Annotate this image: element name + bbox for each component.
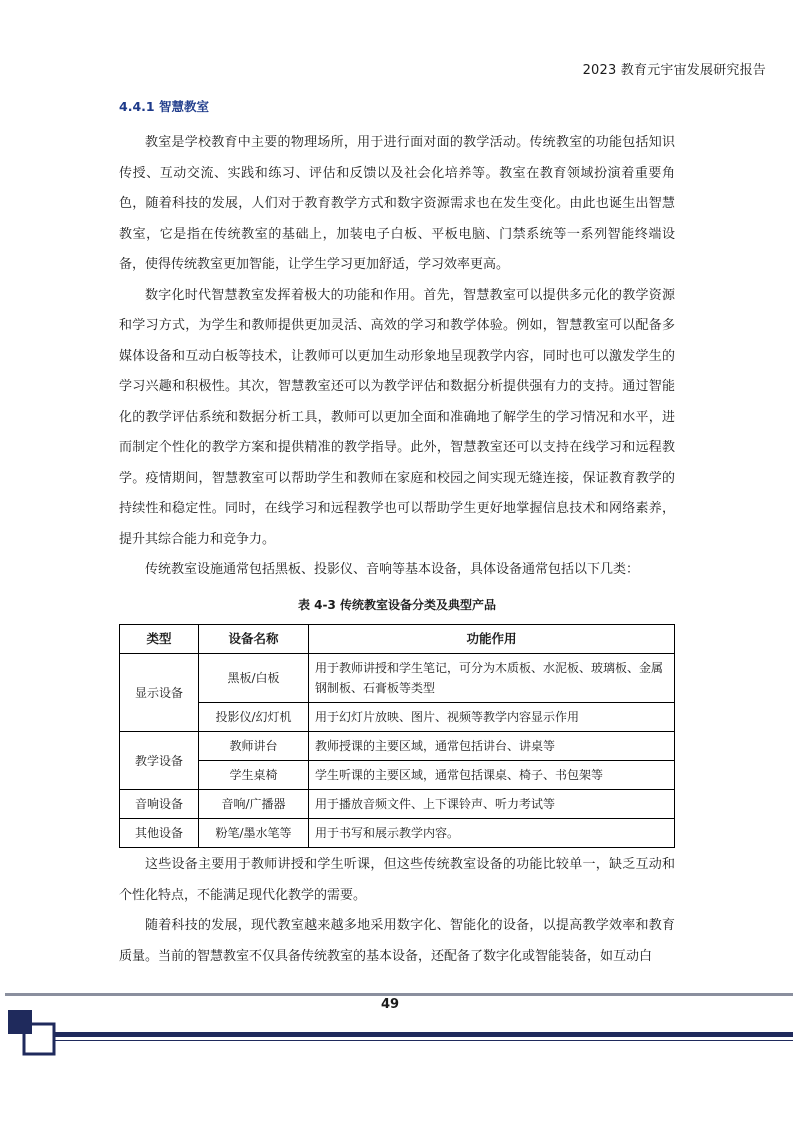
cell-device-name: 音响/广播器 [199, 790, 309, 819]
cell-type: 教学设备 [120, 732, 199, 790]
paragraph: 传统教室设施通常包括黑板、投影仪、音响等基本设备，具体设备通常包括以下几类： [145, 562, 640, 577]
cell-type: 音响设备 [120, 790, 199, 819]
footer-gray-bar [5, 993, 793, 996]
cell-function: 用于播放音频文件、上下课铃声、听力考试等 [309, 790, 675, 819]
report-title: 2023 教育元宇宙发展研究报告 [582, 63, 766, 78]
cell-type: 显示设备 [120, 654, 199, 732]
cell-device-name: 学生桌椅 [199, 761, 309, 790]
paragraph: 教室是学校教育中主要的物理场所，用于进行面对面的教学活动。传统教室的功能包括知识传授、互动交流、实践和练习、评估和反馈以及社会化培养等。教室在教育领域扮演着重要角色，随着科技的发展，人们对于教育教学方式和数字资源需求也在发生变化。由此也诞生出智慧教室，它是指在传统教室的基础上，加装电子白板、平板电脑、门禁系统等一系列智能终端设备，使得传统教室更加智能，让学生学习更加舒适，学习效率更高。 [119, 135, 675, 272]
table-row [120, 654, 675, 703]
cell-function: 教师授课的主要区域，通常包括讲台、讲桌等 [309, 732, 675, 761]
header-type: 类型 [120, 625, 199, 654]
table-row [120, 790, 675, 819]
cell-type: 其他设备 [120, 819, 199, 848]
footer-navy-band [54, 1032, 793, 1037]
table-row [120, 732, 675, 761]
header-device-name: 设备名称 [199, 625, 309, 654]
cell-function: 学生听课的主要区域，通常包括课桌、椅子、书包架等 [309, 761, 675, 790]
page-number: 49 [380, 997, 400, 1012]
cell-function: 用于书写和展示教学内容。 [309, 819, 675, 848]
table-caption: 表 4-3 传统教室设备分类及典型产品 [297, 598, 497, 612]
header-function: 功能作用 [309, 625, 675, 654]
body-text-before-table [119, 128, 675, 586]
table-row [120, 761, 675, 790]
paragraph: 这些设备主要用于教师讲授和学生听课，但这些传统教室设备的功能比较单一，缺乏互动和个性化特点，不能满足现代化教学的需要。 [119, 857, 675, 903]
cell-device-name: 投影仪/幻灯机 [199, 703, 309, 732]
cell-device-name: 教师讲台 [199, 732, 309, 761]
cell-function: 用于幻灯片放映、图片、视频等教学内容显示作用 [309, 703, 675, 732]
section-heading: 4.4.1 智慧教室 [119, 99, 209, 114]
paragraph: 随着科技的发展，现代教室越来越多地采用数字化、智能化的设备，以提高教学效率和教育质量。当前的智慧教室不仅具备传统教室的基本设备，还配备了数字化或智能装备，如互动白 [119, 918, 675, 964]
table-row [120, 703, 675, 732]
cell-device-name: 粉笔/墨水笔等 [199, 819, 309, 848]
equipment-table [119, 624, 675, 848]
cell-function: 用于教师讲授和学生笔记，可分为木质板、水泥板、玻璃板、金属钢制板、石膏板等类型 [309, 654, 675, 703]
table-header-row [120, 625, 675, 654]
table-row [120, 819, 675, 848]
body-text-after-table [119, 850, 675, 972]
footer-corner-square [8, 1010, 32, 1034]
paragraph: 数字化时代智慧教室发挥着极大的功能和作用。首先，智慧教室可以提供多元化的教学资源和学习方式，为学生和教师提供更加灵活、高效的学习和教学体验。例如，智慧教室可以配备多媒体设备和互动白板等技术，让教师可以更加生动形象地呈现教学内容，同时也可以激发学生的学习兴趣和积极性。其次，智慧教室还可以为教学评估和数据分析提供强有力的支持。通过智能化的教学评估系统和数据分析工具，教师可以更加全面和准确地了解学生的学习情况和水平，进而制定个性化的教学方案和提供精准的教学指导。此外，智慧教室还可以支持在线学习和远程教学。疫情期间，智慧教室可以帮助学生和教师在家庭和校园之间实现无缝连接，保证教育教学的持续性和稳定性。同时，在线学习和远程教学也可以帮助学生更好地掌握信息技术和网络素养，提升其综合能力和竞争力。 [119, 287, 675, 547]
cell-device-name: 黑板/白板 [199, 654, 309, 703]
footer-thin-line [54, 1040, 793, 1041]
